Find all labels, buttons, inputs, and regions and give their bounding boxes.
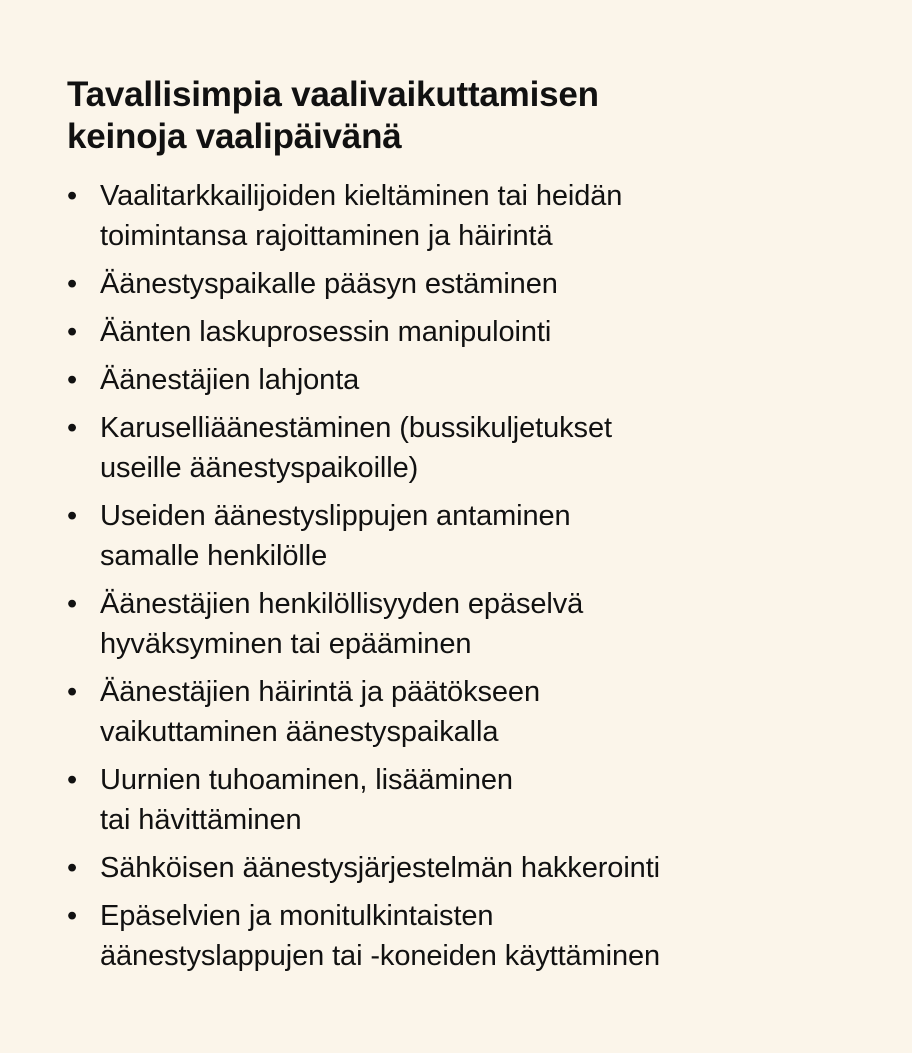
- bullet-icon: •: [67, 412, 78, 444]
- list-item-text: Äänten laskuprosessin manipulointi: [100, 316, 552, 348]
- title-line: Tavallisimpia vaalivaikuttamisen: [67, 75, 599, 114]
- bullet-icon: •: [67, 764, 78, 796]
- list-item: [67, 264, 867, 304]
- list-item: [67, 584, 867, 664]
- bullet-icon: •: [67, 268, 78, 300]
- list-item-text: Sähköisen äänestysjärjestelmän hakkerointi: [100, 852, 660, 884]
- list-item-text: Äänestäjien häirintä ja päätökseen: [100, 676, 540, 708]
- list-item-text: vaikuttaminen äänestyspaikalla: [100, 716, 499, 748]
- bullet-icon: •: [67, 364, 78, 396]
- bullet-icon: •: [67, 500, 78, 532]
- list-item-text: Epäselvien ja monitulkintaisten: [100, 900, 494, 932]
- list-item-text: hyväksyminen tai epääminen: [100, 628, 472, 660]
- list-item-text: tai hävittäminen: [100, 804, 302, 836]
- list-item: [67, 896, 867, 976]
- list-item-text: Karuselliäänestäminen (bussikuljetukset: [100, 412, 612, 444]
- bullet-icon: •: [67, 676, 78, 708]
- bullet-icon: •: [67, 852, 78, 884]
- list-item-text: Äänestyspaikalle pääsyn estäminen: [100, 268, 558, 300]
- list-item: [67, 176, 867, 256]
- bullet-icon: •: [67, 900, 78, 932]
- list-item-text: toimintansa rajoittaminen ja häirintä: [100, 220, 553, 252]
- list-item-text: Uurnien tuhoaminen, lisääminen: [100, 764, 513, 796]
- list-item-text: useille äänestyspaikoille): [100, 452, 419, 484]
- list-item: [67, 496, 867, 576]
- page-title: [67, 74, 847, 158]
- title-line: keinoja vaalipäivänä: [67, 117, 402, 156]
- bullet-list: [67, 176, 867, 984]
- bullet-icon: •: [67, 180, 78, 212]
- list-item-text: Useiden äänestyslippujen antaminen: [100, 500, 571, 532]
- list-item: [67, 672, 867, 752]
- list-item-text: samalle henkilölle: [100, 540, 328, 572]
- list-item-text: Äänestäjien henkilöllisyyden epäselvä: [100, 588, 584, 620]
- list-item: [67, 312, 867, 352]
- list-item-text: äänestyslappujen tai -koneiden käyttäminen: [100, 940, 661, 972]
- bullet-icon: •: [67, 588, 78, 620]
- list-item: [67, 360, 867, 400]
- bullet-icon: •: [67, 316, 78, 348]
- list-item-text: Vaalitarkkailijoiden kieltäminen tai heidän: [100, 180, 623, 212]
- list-item: [67, 848, 867, 888]
- list-item: [67, 408, 867, 488]
- list-item: [67, 760, 867, 840]
- list-item-text: Äänestäjien lahjonta: [100, 364, 360, 396]
